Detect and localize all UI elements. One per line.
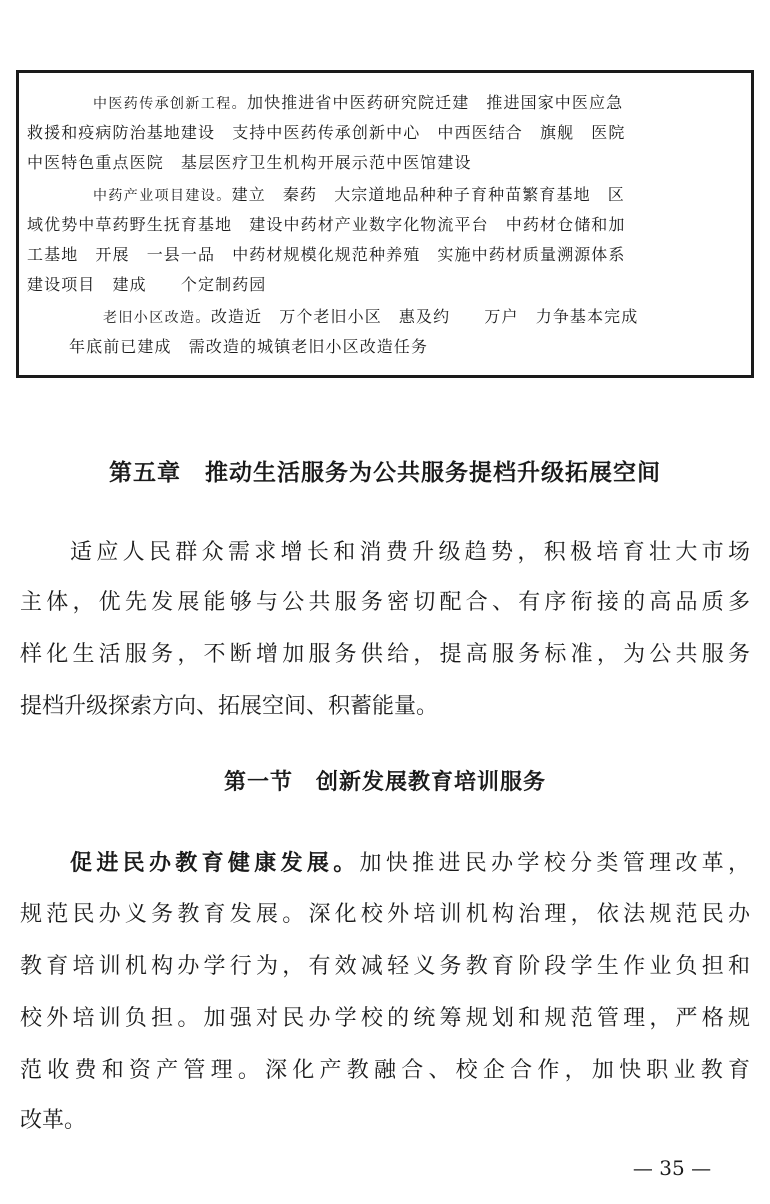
paragraph-text: 加快推进民办学校分类管理改革， [359,851,750,876]
box-line-lead: 老旧小区改造。 [103,310,211,326]
box-line-text: 中医特色重点医院 基层医疗卫生机构开展示范中医馆建设 [27,153,472,172]
box-line [93,185,625,206]
paragraph-line: 样化生活服务，不断增加服务供给，提高服务标准，为公共服务 [20,642,750,667]
paragraph-line: 适应人民群众需求增长和消费升级趋势，积极培育壮大市场 [70,540,750,565]
paragraph-line: 改革。 [20,1108,87,1133]
chapter-title: 第五章 推动生活服务为公共服务提档升级拓展空间 [109,460,661,486]
box-line [27,215,626,235]
box-line [27,153,472,173]
info-box [16,70,754,378]
paragraph-line: 规范民办义务教育发展。深化校外培训机构治理，依法规范民办 [20,902,750,927]
box-line-text: 建立 秦药 大宗道地品种种子育种苗繁育基地 区 [231,185,625,204]
paragraph-line: 教育培训机构办学行为，有效减轻义务教育阶段学生作业负担和 [20,954,750,979]
paragraph-line [70,848,750,879]
section-title: 第一节 创新发展教育培训服务 [223,770,546,795]
paragraph-lead: 促进民办教育健康发展。 [70,850,360,876]
page-number: — 35 — [632,1156,712,1180]
box-line [27,245,626,265]
box-line-text: 改造近 万个老旧小区 惠及约 万户 力争基本完成 [210,307,639,326]
paragraph-line: 提档升级探索方向、拓展空间、积蓄能量。 [20,694,439,719]
box-line-text: 救援和疫病防治基地建设 支持中医药传承创新中心 中西医结合 旗舰 医院 [27,123,626,142]
box-line-text: 工基地 开展 一县一品 中药材规模化规范种养殖 实施中药材质量溯源体系 [27,245,626,264]
box-line [93,93,623,114]
box-line-text: 域优势中草药野生抚育基地 建设中药材产业数字化物流平台 中药材仓储和加 [27,215,626,234]
box-line-text: 建设项目 建成 个定制药园 [27,275,267,294]
box-line [69,337,428,357]
box-line [103,307,638,328]
box-line [27,275,266,295]
paragraph-line: 范收费和资产管理。深化产教融合、校企合作，加快职业教育 [20,1058,750,1083]
box-line-lead: 中医药传承创新工程。 [93,96,247,112]
box-line-text: 加快推进省中医药研究院迁建 推进国家中医应急 [247,93,624,112]
box-line [27,123,626,143]
box-line-text: 年底前已建成 需改造的城镇老旧小区改造任务 [69,337,429,356]
paragraph-line: 校外培训负担。加强对民办学校的统筹规划和规范管理，严格规 [20,1006,750,1031]
box-line-lead: 中药产业项目建设。 [93,188,232,204]
paragraph-line: 主体，优先发展能够与公共服务密切配合、有序衔接的高品质多 [20,590,750,615]
